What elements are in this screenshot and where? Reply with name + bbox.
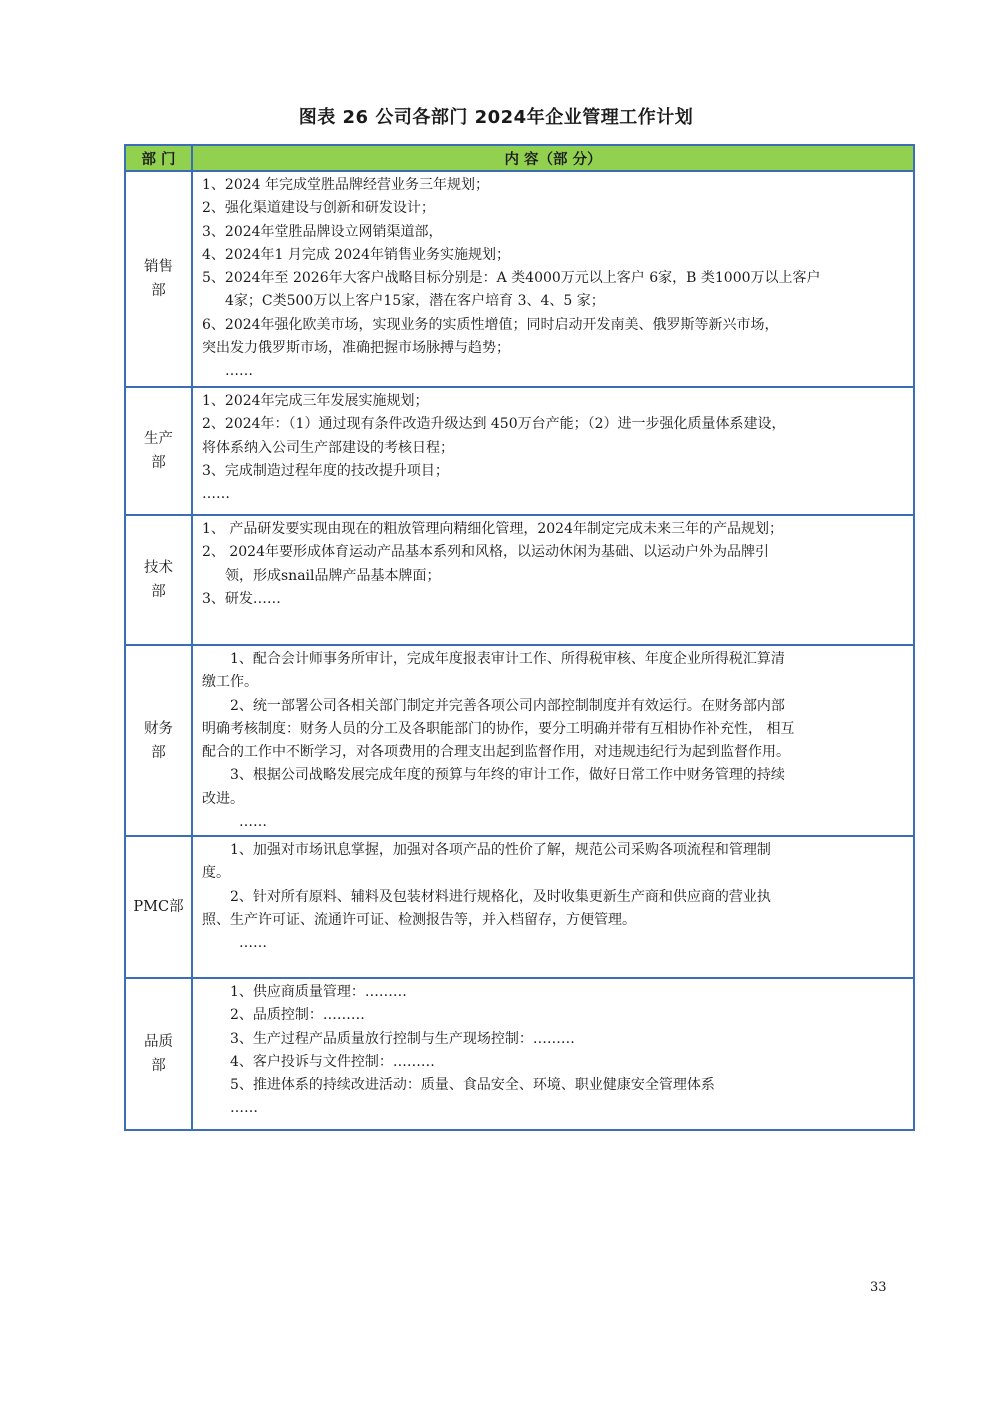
table-row [125,645,914,836]
table-row [125,515,914,645]
plan-line: 改进。 [202,790,244,807]
plan-line: …… [202,486,230,503]
dept-cell [125,515,192,645]
plan-line: 3、2024年堂胜品牌设立网销渠道部， [202,223,443,240]
content-cell [192,171,914,387]
dept-name: 部 [151,455,166,471]
table-row [125,171,914,387]
content-cell [192,515,914,645]
plan-line: 1、2024年完成三年发展实施规划； [202,393,429,409]
plan-line: 2、针对所有原料、辅料及包装材料进行规格化，及时收集更新生产商和供应商的营业执 [230,888,771,905]
dept-cell [125,171,192,387]
table-row [125,836,914,978]
table-caption: 图表 26 公司各部门 2024年企业管理工作计划 [298,107,694,128]
plan-line: 2、品质控制：……… [230,1007,365,1024]
department-plan-table [124,144,915,1131]
plan-line: 3、研发…… [202,590,281,607]
plan-line: 照、生产许可证、流通许可证、检测报告等，并入档留存，方便管理。 [202,911,636,928]
plan-line: 领，形成snail品牌产品基本牌面； [225,567,441,584]
dept-name: 销售 [144,259,173,275]
page-number: 33 [870,1280,887,1295]
dept-cell [125,836,192,978]
plan-line: 度。 [202,865,230,882]
plan-line: 明确考核制度：财务人员的分工及各职能部门的协作，要分工明确并带有互相协作补充性， 相互 [202,720,795,737]
plan-line: 6、2024年强化欧美市场，实现业务的实质性增值；同时启动开发南美、俄罗斯等新兴市场， [202,316,779,333]
plan-line: 缴工作。 [202,674,258,691]
plan-line: 3、生产过程产品质量放行控制与生产现场控制：……… [230,1030,575,1047]
plan-line: 4家；C类500万以上客户15家，潜在客户培育 3、4、5 家； [225,293,605,310]
plan-line: 1、加强对市场讯息掌握，加强对各项产品的性价了解，规范公司采购各项流程和管理制 [230,842,771,858]
dept-cell [125,978,192,1130]
plan-line: 5、推进体系的持续改进活动：质量、食品安全、环境、职业健康安全管理体系 [230,1077,715,1094]
dept-cell [125,645,192,836]
plan-line: 突出发力俄罗斯市场，准确把握市场脉搏与趋势； [202,340,510,357]
plan-line: 1、供应商质量管理：……… [230,984,407,1000]
table-header-row [125,145,914,171]
plan-line: 将体系纳入公司生产部建设的考核日程； [202,439,454,456]
plan-line: …… [230,1100,258,1117]
plan-line: 1、配合会计师事务所审计，完成年度报表审计工作、所得税审核、年度企业所得税汇算清 [230,651,785,667]
plan-line: …… [239,935,267,952]
content-cell [192,387,914,515]
dept-name: 技术 [144,560,173,576]
plan-line: 3、完成制造过程年度的技改提升项目； [202,462,449,479]
content-cell [192,836,914,978]
header-content: 内 容（部 分） [192,145,914,171]
plan-line: 2、 2024年要形成体育运动产品基本系列和风格，以运动休闲为基础、以运动户外为品牌引 [202,544,769,561]
dept-cell [125,387,192,515]
plan-line: 2、2024年：（1）通过现有条件改造升级达到 450万台产能；（2）进一步强化质量体系建设， [202,416,786,433]
plan-line: …… [225,363,253,380]
dept-name: 部 [151,744,166,761]
plan-line: 3、根据公司战略发展完成年度的预算与年终的审计工作，做好日常工作中财务管理的持续 [230,767,785,784]
dept-name: PMC部 [133,899,184,915]
dept-name: 部 [151,283,166,299]
content-cell [192,645,914,836]
dept-name: 部 [151,1058,166,1074]
plan-line: 1、2024 年完成堂胜品牌经营业务三年规划； [202,177,489,193]
plan-line: 4、2024年1 月完成 2024年销售业务实施规划； [202,246,510,263]
dept-name: 财务 [144,720,173,737]
dept-name: 品质 [144,1034,173,1050]
plan-line: 5、2024年至 2026年大客户战略目标分别是：A 类4000万元以上客户 6家，B 类1000万以上客户 [202,270,821,287]
plan-line: 配合的工作中不断学习，对各项费用的合理支出起到监督作用，对违规违纪行为起到监督作用。 [202,744,790,761]
dept-name: 生产 [144,431,173,447]
plan-line: …… [239,814,267,831]
plan-line: 4、客户投诉与文件控制：……… [230,1053,435,1070]
plan-line: 2、统一部署公司各相关部门制定并完善各项公司内部控制制度并有效运行。在财务部内部 [230,697,785,714]
table-row [125,387,914,515]
table-row [125,978,914,1130]
content-cell [192,978,914,1130]
dept-name: 部 [151,584,166,600]
plan-line: 1、 产品研发要实现由现在的粗放管理向精细化管理，2024年制定完成未来三年的产品规划； [202,521,783,537]
header-dept: 部 门 [125,145,192,171]
plan-line: 2、强化渠道建设与创新和研发设计； [202,200,435,217]
